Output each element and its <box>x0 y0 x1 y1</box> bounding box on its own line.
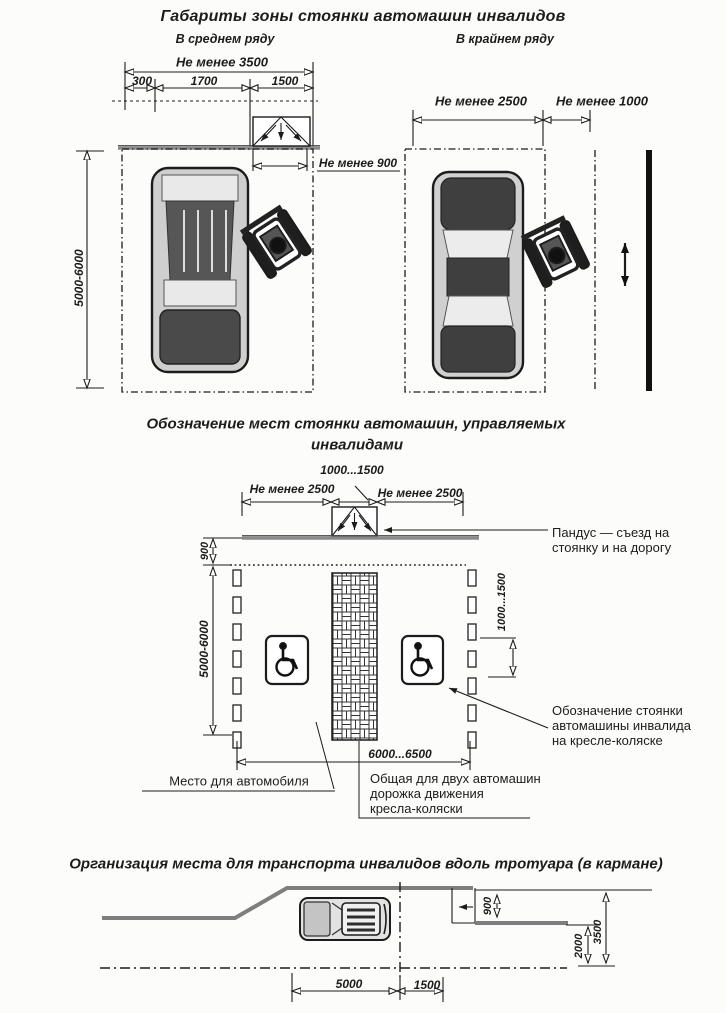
dim-label-900-bottom: 900 <box>482 896 494 916</box>
section2-title-line2: инвалидами <box>311 436 403 454</box>
dim-label-900-min: Не менее 900 <box>318 156 398 170</box>
dim-label-3500: Не менее 3500 <box>176 54 268 70</box>
subtitle-outer-row: В крайнем ряду <box>456 32 554 46</box>
sign-annotation-line1: Обозначение стоянки <box>552 703 683 718</box>
section1-title: Габариты зоны стоянки автомашин инвалидов <box>160 8 566 25</box>
dim-label-1700: 1700 <box>190 74 218 88</box>
curb-line <box>242 536 479 538</box>
dim-label-marking: 1000...1500 <box>496 572 508 632</box>
car-space-label: Место для автомобиля <box>169 773 309 789</box>
paved-wheelchair-path <box>332 573 377 740</box>
dim-label-ramp-width: 1000...1500 <box>320 463 384 477</box>
wheelchair-user-icon <box>240 206 312 279</box>
dim-label-2500-min: Не менее 2500 <box>435 93 527 109</box>
ramp-annotation-line1: Пандус — съезд на <box>552 525 670 540</box>
car-top-view-icon <box>433 172 523 378</box>
path-annotation-line1: Общая для двух автомашин <box>370 771 541 786</box>
curb-ramp-notch <box>452 888 475 923</box>
sign-annotation-line2: автомашины инвалида <box>552 718 691 733</box>
path-annotation-line3: кресла-коляски <box>370 801 463 816</box>
dim-label-2000: 2000 <box>573 933 585 959</box>
dim-label-900-mid: 900 <box>199 541 211 561</box>
dim-label-left-2500: Не менее 2500 <box>249 482 335 496</box>
sidewalk-edge-line <box>102 888 473 918</box>
outer-row-parking-drawing <box>405 110 649 392</box>
path-annotation-line2: дорожка движения <box>370 786 484 801</box>
accessible-parking-sign-icon <box>402 636 443 684</box>
sign-leader-line <box>449 688 548 728</box>
section2-title-line1: Обозначение мест стоянки автомашин, управляемых <box>146 415 566 433</box>
dim-label-1500: 1500 <box>271 74 299 88</box>
dim-label-1000-min: Не менее 1000 <box>556 93 648 109</box>
dim-label-depth-mid: 5000-6000 <box>197 620 211 678</box>
dim-label-3500: 3500 <box>592 919 604 945</box>
sign-annotation-line3: на кресле-коляске <box>552 733 663 748</box>
middle-row-parking-drawing <box>76 62 400 392</box>
wheelchair-user-icon <box>520 217 590 288</box>
ramp-symbol-icon <box>253 117 310 146</box>
curbside-pocket-drawing <box>100 882 652 1002</box>
subtitle-middle-row: В среднем ряду <box>175 32 275 46</box>
dim-label-300: 300 <box>131 74 153 88</box>
car-top-view-icon <box>300 898 390 940</box>
dim-label-1500-bottom: 1500 <box>413 978 441 992</box>
dim-label-right-2500: Не менее 2500 <box>377 486 463 500</box>
accessible-parking-sign-icon <box>266 636 308 684</box>
dim-label-5000: 5000 <box>335 977 363 991</box>
car-top-view-icon <box>152 168 248 372</box>
section3-title: Организация места для транспорта инвалидов вдоль тротуара (в кармане) <box>69 855 663 873</box>
ramp-symbol-icon <box>332 507 377 536</box>
ramp-annotation-line2: стоянку и на дорогу <box>552 540 672 555</box>
dim-label-depth-left: 5000-6000 <box>72 249 86 307</box>
dim-label-6000-6500: 6000...6500 <box>368 747 432 761</box>
